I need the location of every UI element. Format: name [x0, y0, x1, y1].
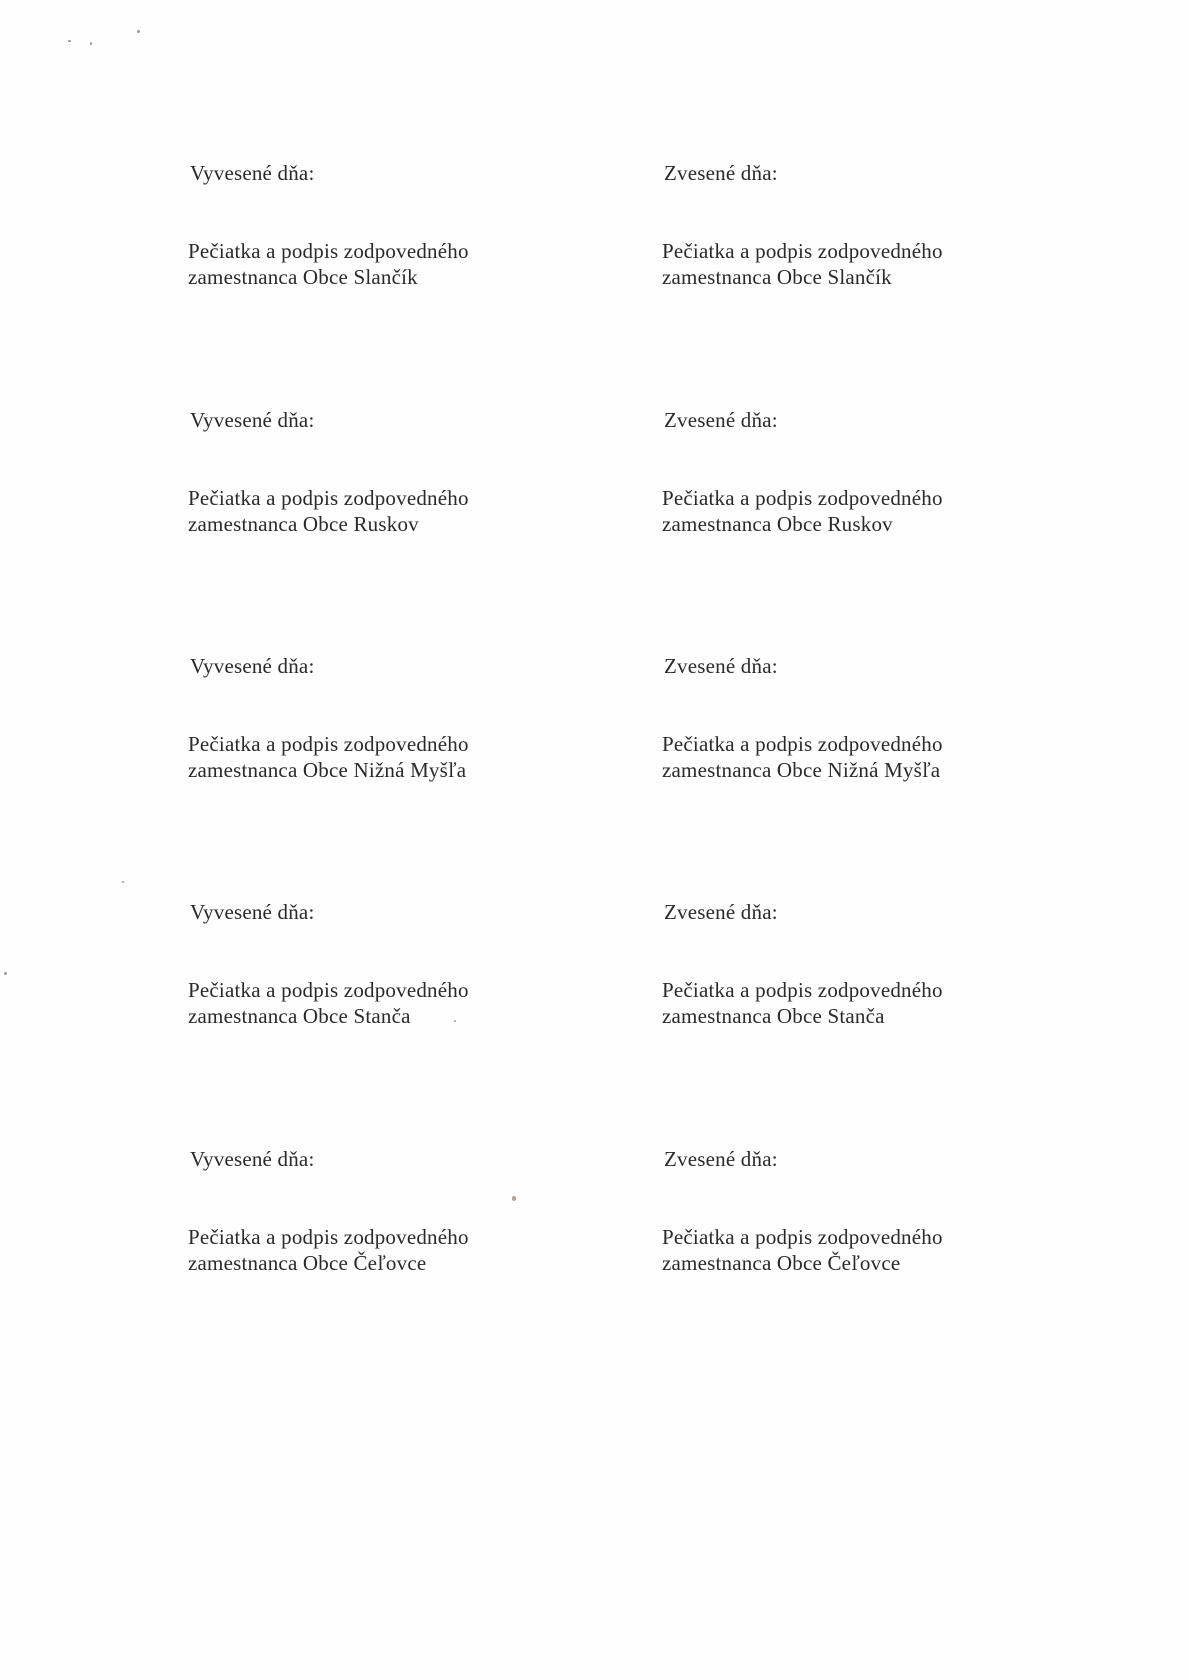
municipality-employee-label: zamestnanca Obce Slančík	[188, 265, 418, 289]
municipality-employee-label: zamestnanca Obce Nižná Myšľa	[662, 758, 941, 782]
removed-date-label: Zvesené dňa:	[664, 1147, 778, 1171]
scan-speck	[68, 40, 71, 42]
scan-speck	[122, 881, 124, 883]
stamp-signature-label: Pečiatka a podpis zodpovedného	[188, 1225, 469, 1249]
municipality-employee-label: zamestnanca Obce Stanča	[662, 1004, 885, 1028]
posted-date-label: Vyvesené dňa:	[190, 408, 315, 432]
scan-speck	[90, 42, 92, 45]
stamp-signature-label: Pečiatka a podpis zodpovedného	[662, 486, 943, 510]
posted-date-label: Vyvesené dňa:	[190, 654, 315, 678]
removed-date-label: Zvesené dňa:	[664, 900, 778, 924]
scan-speck	[454, 1020, 456, 1022]
scan-speck	[512, 1196, 516, 1201]
posting-record-stanca	[0, 899, 1189, 1059]
stamp-signature-label: Pečiatka a podpis zodpovedného	[662, 239, 943, 263]
posting-record-ruskov	[0, 407, 1189, 567]
removed-date-label: Zvesené dňa:	[664, 408, 778, 432]
posted-date-label: Vyvesené dňa:	[190, 900, 315, 924]
stamp-signature-label: Pečiatka a podpis zodpovedného	[188, 732, 469, 756]
municipality-employee-label: zamestnanca Obce Stanča	[188, 1004, 411, 1028]
municipality-employee-label: zamestnanca Obce Čeľovce	[662, 1251, 901, 1275]
posted-date-label: Vyvesené dňa:	[190, 161, 315, 185]
municipality-employee-label: zamestnanca Obce Slančík	[662, 265, 892, 289]
municipality-employee-label: zamestnanca Obce Nižná Myšľa	[188, 758, 467, 782]
posting-record-nizna-mysla	[0, 653, 1189, 813]
posting-record-celovce	[0, 1146, 1189, 1306]
stamp-signature-label: Pečiatka a podpis zodpovedného	[662, 732, 943, 756]
municipality-employee-label: zamestnanca Obce Ruskov	[662, 512, 893, 536]
stamp-signature-label: Pečiatka a podpis zodpovedného	[188, 239, 469, 263]
removed-date-label: Zvesené dňa:	[664, 654, 778, 678]
posted-date-label: Vyvesené dňa:	[190, 1147, 315, 1171]
scan-speck	[4, 972, 7, 975]
municipality-employee-label: zamestnanca Obce Ruskov	[188, 512, 419, 536]
posting-record-slancik	[0, 160, 1189, 320]
stamp-signature-label: Pečiatka a podpis zodpovedného	[662, 978, 943, 1002]
stamp-signature-label: Pečiatka a podpis zodpovedného	[188, 978, 469, 1002]
stamp-signature-label: Pečiatka a podpis zodpovedného	[188, 486, 469, 510]
stamp-signature-label: Pečiatka a podpis zodpovedného	[662, 1225, 943, 1249]
municipality-employee-label: zamestnanca Obce Čeľovce	[188, 1251, 427, 1275]
scan-speck	[137, 30, 140, 33]
removed-date-label: Zvesené dňa:	[664, 161, 778, 185]
